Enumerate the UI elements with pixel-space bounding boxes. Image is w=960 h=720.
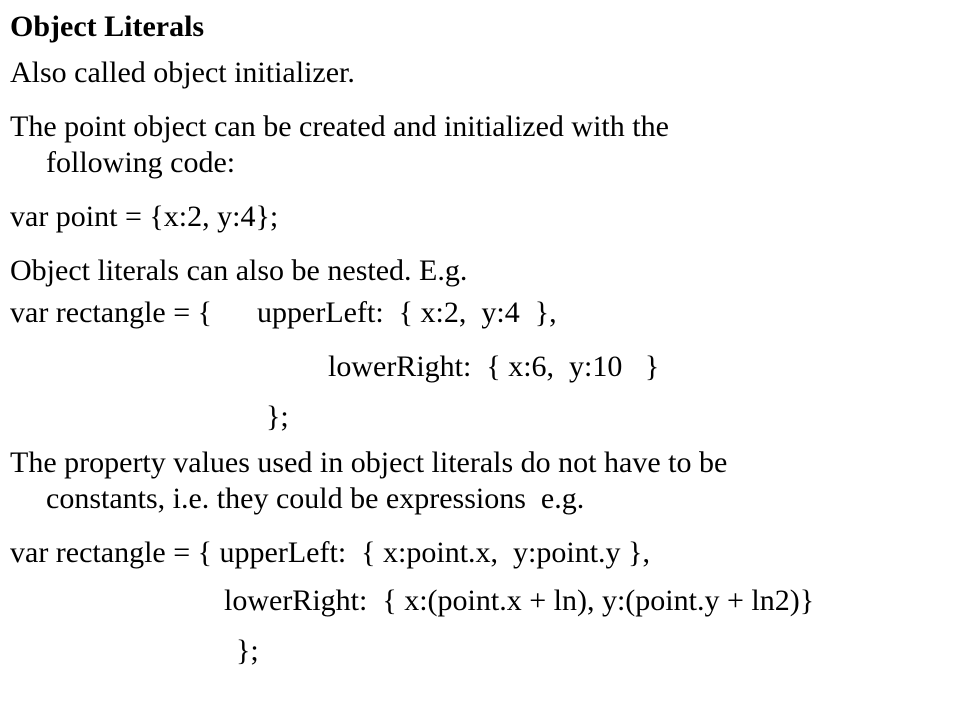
text-line: constants, i.e. they could be expressions e.g. — [46, 482, 585, 515]
text-line: The property values used in object literals do not have to be — [10, 446, 728, 479]
code-line: }; — [266, 400, 289, 433]
code-line: var rectangle = { upperLeft: { x:point.x, y:point.y }, — [10, 536, 650, 569]
code-line: }; — [236, 634, 259, 667]
slide-title: Object Literals — [10, 10, 205, 43]
text-line: following code: — [46, 146, 236, 179]
code-line: lowerRight: { x:6, y:10 } — [328, 350, 660, 383]
code-line: var point = {x:2, y:4}; — [10, 200, 279, 233]
code-line: lowerRight: { x:(point.x + ln), y:(point.y + ln2)} — [224, 584, 815, 617]
text-line: Also called object initializer. — [10, 56, 355, 89]
text-line: Object literals can also be nested. E.g. — [10, 254, 468, 287]
text-line: The point object can be created and initialized with the — [10, 110, 669, 143]
code-line: var rectangle = { upperLeft: { x:2, y:4 }, — [10, 296, 557, 329]
